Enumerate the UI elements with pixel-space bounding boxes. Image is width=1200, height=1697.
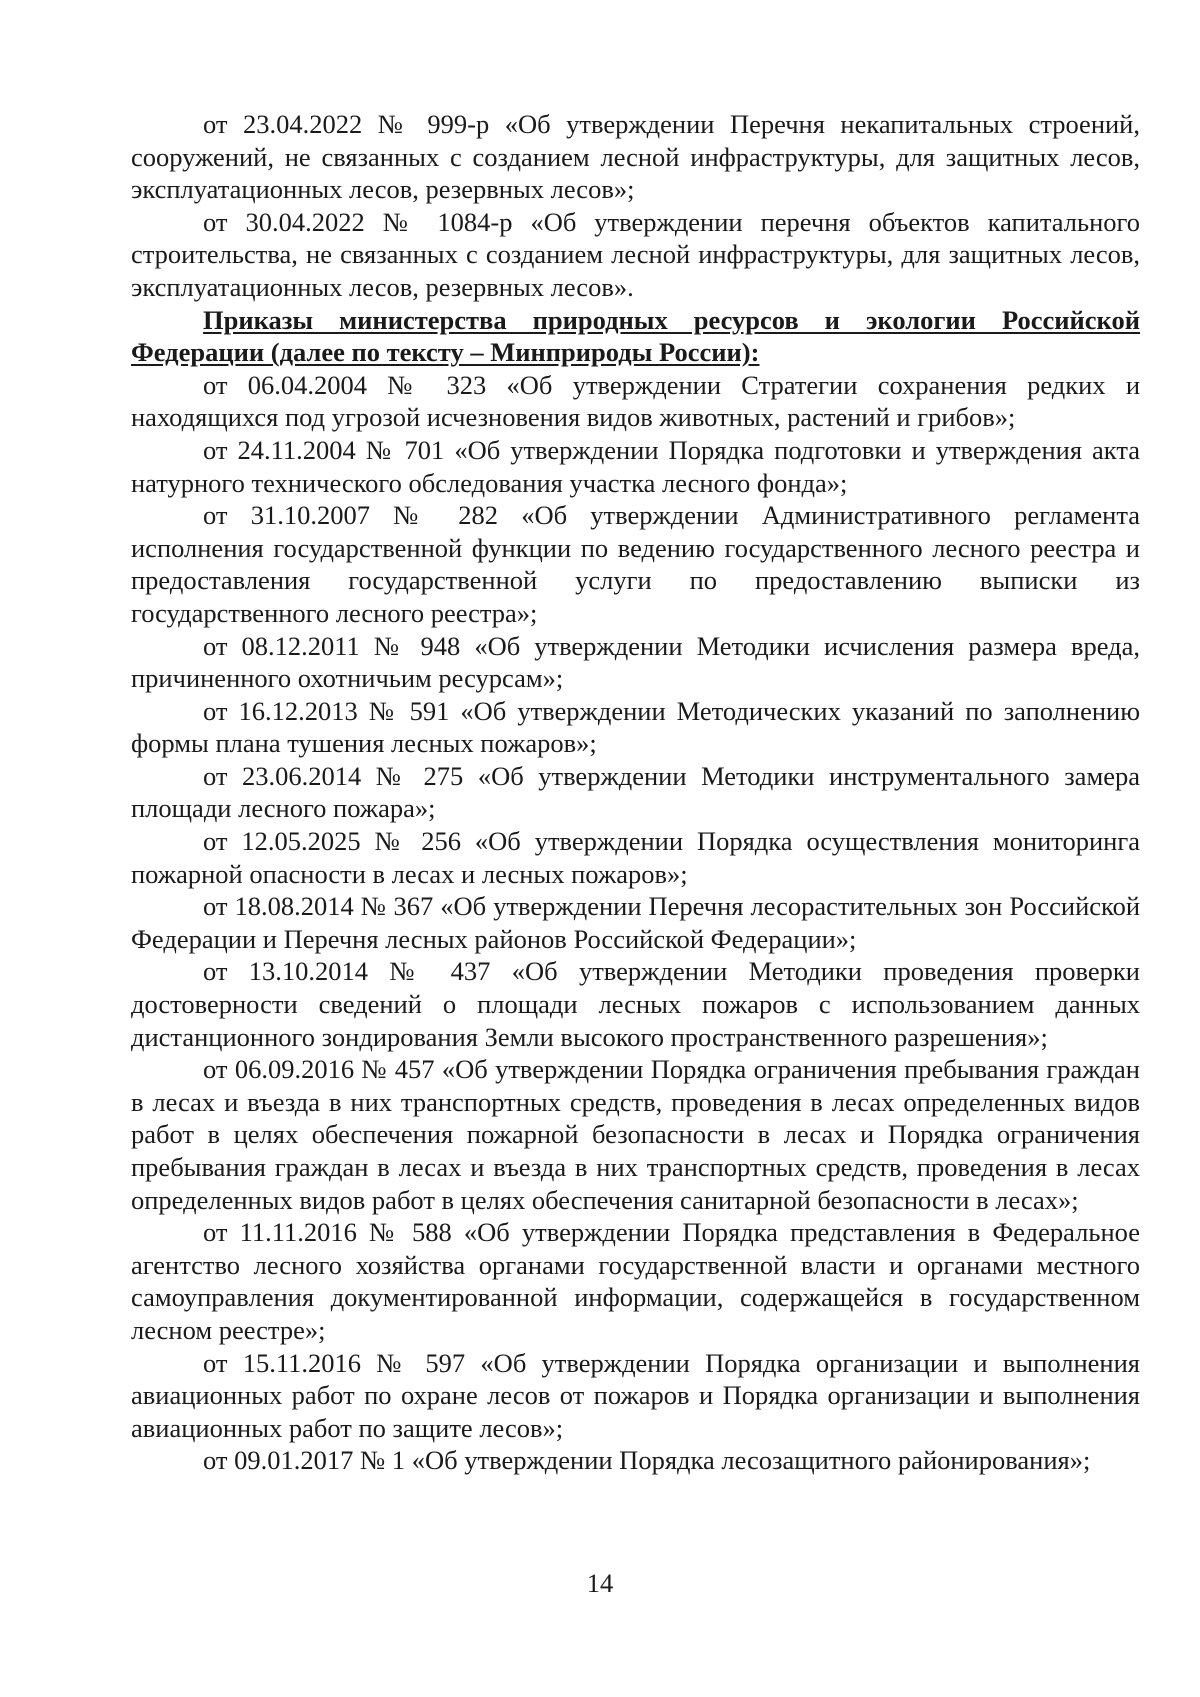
order-item: от 09.01.2017 № 1 «Об утверждении Порядка лесозащитного районирования»; — [203, 1445, 1091, 1476]
order-item: от 11.11.2016 № 588 «Об утверждении Порядка представления в Федеральное агентство лесного хозяйства органами государственной власти и органами местного самоуправления документированной информации, содержащейся в государственном лесном реестре»; — [131, 1217, 1140, 1345]
order-item: от 31.10.2007 № 282 «Об утверждении Административного регламента исполнения государственной функции по ведению государственного лесного реестра и предоставления государственной услуги по предоставлению выписки из государственного лесного реестра»; — [131, 500, 1140, 628]
paragraph-order-1084: от 30.04.2022 № 1084-р «Об утверждении перечня объектов капитального строительства, не связанных с созданием лесной инфраструктуры, для защитных лесов, эксплуатационных лесов, резервных лесов». — [131, 206, 1140, 302]
order-item: от 13.10.2014 № 437 «Об утверждении Методики проведения проверки достоверности сведений о площади лесных пожаров с использованием данных дистанционного зондирования Земли высокого пространственного разрешения»; — [131, 956, 1140, 1052]
order-item: от 06.04.2004 № 323 «Об утверждении Стратегии сохранения редких и находящихся под угрозой исчезновения видов животных, растений и грибов»; — [131, 369, 1140, 433]
order-item: от 15.11.2016 № 597 «Об утверждении Порядка организации и выполнения авиационных работ по охране лесов от пожаров и Порядка организации и выполнения авиационных работ по защите лесов»; — [131, 1347, 1140, 1443]
page-number: 14 — [586, 1568, 614, 1598]
order-item: от 23.06.2014 № 275 «Об утверждении Методики инструментального замера площади лесного пожара»; — [131, 760, 1140, 824]
paragraph-order-999: от 23.04.2022 № 999-р «Об утверждении Перечня некапитальных строений, сооружений, не связанных с созданием лесной инфраструктуры, для защитных лесов, эксплуатационных лесов, резервных лесов»; — [131, 109, 1140, 205]
order-item: от 24.11.2004 № 701 «Об утверждении Порядка подготовки и утверждения акта натурного технического обследования участка лесного фонда»; — [131, 434, 1140, 498]
order-item: от 18.08.2014 № 367 «Об утверждении Перечня лесорастительных зон Российской Федерации и Перечня лесных районов Российской Федерации»; — [131, 891, 1140, 954]
order-item: от 06.09.2016 № 457 «Об утверждении Порядка ограничения пребывания граждан в лесах и въезда в них транспортных средств, проведения в лесах определенных видов работ в целях обеспечения пожарной безопасности в лесах и Порядка ограничения пребывания граждан в лесах и въезда в них транспортных средств, проведения в лесах определенных видов работ в целях обеспечения санитарной безопасности в лесах»; — [131, 1054, 1140, 1215]
document-page — [131, 108, 1140, 1477]
order-item: от 16.12.2013 № 591 «Об утверждении Методических указаний по заполнению формы плана тушения лесных пожаров»; — [131, 695, 1140, 759]
order-item: от 08.12.2011 № 948 «Об утверждении Методики исчисления размера вреда, причиненного охотничьим ресурсам»; — [131, 630, 1140, 694]
order-item: от 12.05.2025 № 256 «Об утверждении Порядка осуществления мониторинга пожарной опасности в лесах и лесных пожаров»; — [131, 826, 1140, 889]
section-heading: Приказы министерства природных ресурсов и экологии Российской Федерации (далее по тексту – Минприроды России): — [131, 304, 1140, 368]
